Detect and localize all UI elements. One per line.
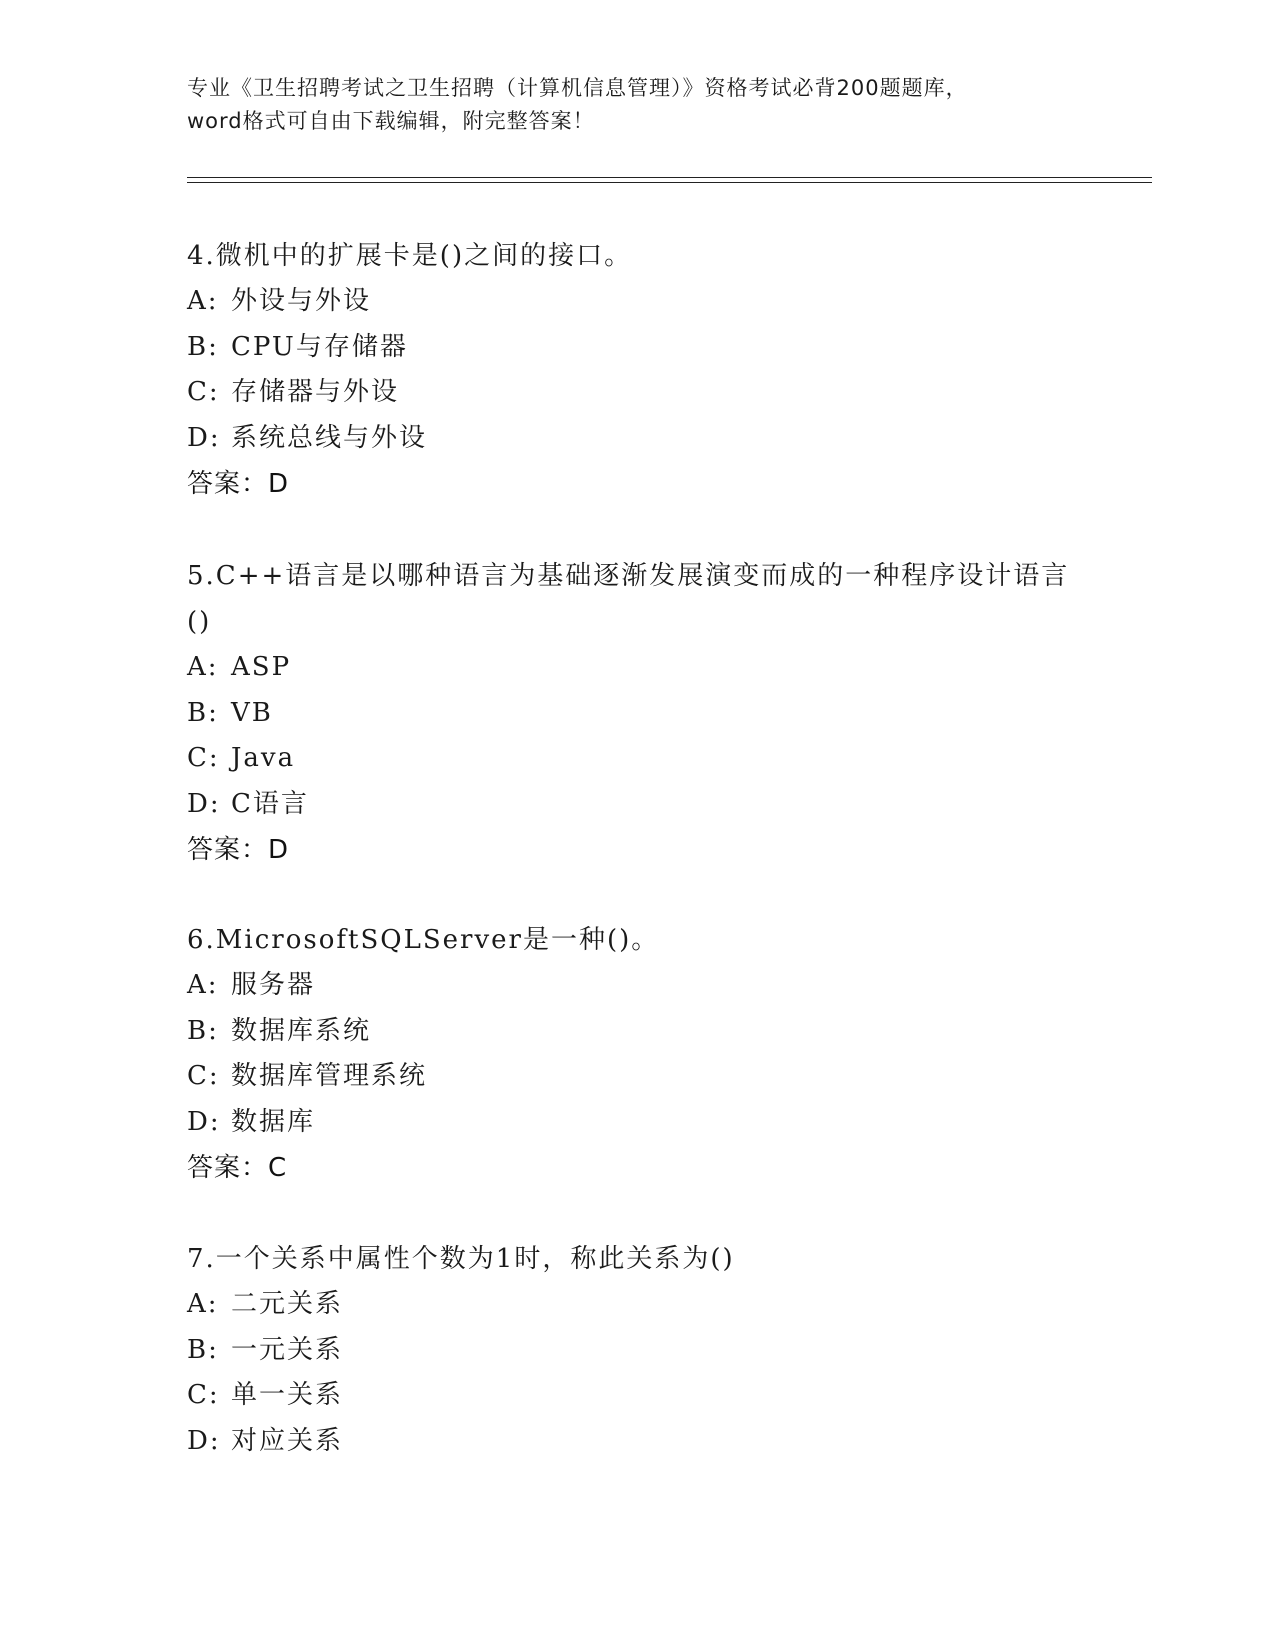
answer-line: 答案：D: [187, 835, 290, 865]
option-c: [187, 1054, 1087, 1100]
option-b: [187, 1009, 1087, 1055]
option-d: [187, 782, 1087, 828]
option-text: 系统总线与外设: [231, 422, 428, 453]
header-divider-top: [187, 177, 1152, 178]
option-a: [187, 963, 1087, 1009]
question-text: 7.一个关系中属性个数为1时，称此关系为(): [187, 1244, 735, 1274]
question-4: [187, 233, 1087, 507]
document-header: [187, 72, 1087, 138]
answer-line: 答案：D: [187, 469, 290, 499]
option-c: [187, 370, 1087, 416]
option-text: 服务器: [231, 970, 316, 1000]
option-a: [187, 279, 1087, 325]
option-b: [187, 691, 1087, 737]
option-key: D:: [187, 1425, 221, 1456]
option-key: A:: [187, 286, 219, 316]
header-line-1: 专业《卫生招聘考试之卫生招聘（计算机信息管理）》资格考试必背200题题库，: [187, 76, 968, 100]
option-b: [187, 1328, 1087, 1374]
question-text: 4.微机中的扩展卡是()之间的接口。: [187, 241, 633, 271]
option-d: [187, 416, 1087, 462]
option-key: D:: [187, 1106, 221, 1137]
option-key: C:: [187, 1061, 220, 1091]
option-text: 数据库管理系统: [231, 1061, 428, 1091]
option-text: C语言: [231, 788, 309, 819]
option-text: 存储器与外设: [231, 377, 400, 407]
option-text: 单一关系: [231, 1380, 344, 1410]
option-a: [187, 645, 1087, 691]
header-line-2: word格式可自由下载编辑，附完整答案！: [187, 109, 595, 133]
option-key: C:: [187, 743, 220, 773]
option-key: B:: [187, 697, 219, 728]
option-text: CPU与存储器: [231, 331, 408, 362]
option-d: [187, 1419, 1087, 1465]
option-key: B:: [187, 331, 219, 362]
option-key: B:: [187, 1015, 219, 1046]
option-c: [187, 736, 1087, 782]
question-6: [187, 917, 1087, 1191]
option-text: 外设与外设: [231, 286, 372, 316]
option-text: 数据库: [231, 1106, 316, 1137]
option-text: 对应关系: [231, 1425, 344, 1456]
question-text: 6.MicrosoftSQLServer是一种()。: [187, 925, 660, 955]
question-text: 5.C++语言是以哪种语言为基础逐渐发展演变而成的一种程序设计语言(): [187, 561, 1070, 637]
option-key: A:: [187, 1289, 219, 1319]
option-text: VB: [231, 697, 273, 728]
option-text: 数据库系统: [231, 1015, 372, 1046]
option-key: B:: [187, 1334, 219, 1365]
option-key: C:: [187, 1380, 220, 1410]
option-a: [187, 1282, 1087, 1328]
option-text: 一元关系: [231, 1334, 344, 1365]
question-7: [187, 1236, 1087, 1464]
header-divider-bottom: [187, 182, 1152, 183]
option-c: [187, 1373, 1087, 1419]
option-key: A:: [187, 970, 219, 1000]
option-key: D:: [187, 422, 221, 453]
option-d: [187, 1100, 1087, 1146]
option-b: [187, 325, 1087, 371]
option-text: 二元关系: [231, 1289, 344, 1319]
option-key: A:: [187, 652, 219, 682]
option-text: ASP: [231, 652, 292, 682]
answer-line: 答案：C: [187, 1153, 288, 1183]
question-5: [187, 553, 1087, 873]
option-text: Java: [231, 743, 296, 773]
option-key: D:: [187, 788, 221, 819]
option-key: C:: [187, 377, 220, 407]
